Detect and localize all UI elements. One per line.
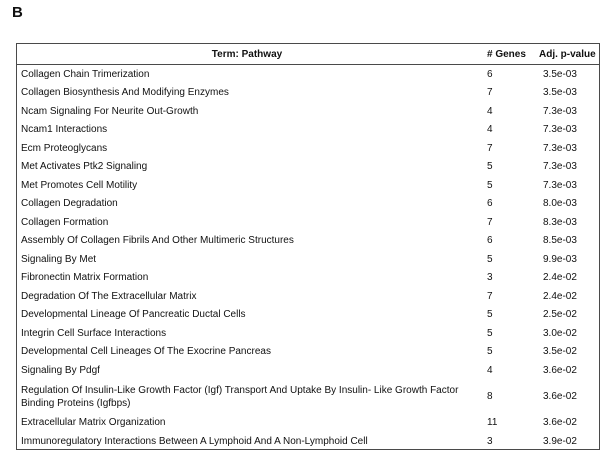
adj-p-value: 3.5e-02 bbox=[543, 346, 577, 358]
adj-p-value: 2.5e-02 bbox=[543, 309, 577, 321]
pathway-term: Assembly Of Collagen Fibrils And Other Multimeric Structures bbox=[21, 235, 294, 247]
table-row bbox=[17, 102, 599, 121]
table-row bbox=[17, 324, 599, 343]
pathway-term: Collagen Formation bbox=[21, 216, 109, 228]
pathway-term: Fibronectin Matrix Formation bbox=[21, 272, 149, 284]
table-row bbox=[17, 139, 599, 158]
adj-p-value: 8.0e-03 bbox=[543, 198, 577, 210]
adj-p-value: 3.5e-03 bbox=[543, 87, 577, 99]
adj-p-value: 9.9e-03 bbox=[543, 253, 577, 265]
pathway-term: Developmental Lineage Of Pancreatic Ductal Cells bbox=[21, 309, 246, 321]
pathway-term: Signaling By Pdgf bbox=[21, 364, 100, 376]
pathway-term: Ncam1 Interactions bbox=[21, 124, 108, 136]
pathway-term: Collagen Chain Trimerization bbox=[21, 68, 150, 80]
adj-p-value: 7.3e-03 bbox=[543, 124, 577, 136]
pathway-term: Met Activates Ptk2 Signaling bbox=[21, 161, 148, 173]
table-row bbox=[17, 432, 599, 451]
table-row bbox=[17, 84, 599, 103]
gene-count: 5 bbox=[487, 161, 493, 173]
table-row bbox=[17, 380, 599, 414]
gene-count: 4 bbox=[487, 364, 493, 376]
gene-count: 7 bbox=[487, 142, 493, 154]
gene-count: 6 bbox=[487, 235, 493, 247]
pathway-term: Extracellular Matrix Organization bbox=[21, 417, 166, 429]
adj-p-value: 3.6e-02 bbox=[543, 417, 577, 429]
pathway-term: Developmental Cell Lineages Of The Exocrine Pancreas bbox=[21, 346, 271, 358]
adj-p-value: 2.4e-02 bbox=[543, 290, 577, 302]
adj-p-value: 3.9e-02 bbox=[543, 435, 577, 447]
header-term: Term: Pathway bbox=[211, 49, 283, 60]
adj-p-value: 3.0e-02 bbox=[543, 327, 577, 339]
pathway-term: Ecm Proteoglycans bbox=[21, 142, 108, 154]
gene-count: 4 bbox=[487, 105, 493, 117]
pathway-term: Degradation Of The Extracellular Matrix bbox=[21, 290, 197, 302]
pathway-term: Collagen Biosynthesis And Modifying Enzymes bbox=[21, 87, 229, 99]
gene-count: 8 bbox=[487, 391, 493, 402]
gene-count: 3 bbox=[487, 435, 493, 447]
panel-label: B bbox=[12, 4, 23, 21]
pathway-term: Ncam Signaling For Neurite Out-Growth bbox=[21, 105, 199, 117]
gene-count: 5 bbox=[487, 253, 493, 265]
table-row bbox=[17, 232, 599, 251]
table-row bbox=[17, 361, 599, 380]
pathway-table bbox=[16, 43, 600, 450]
table-row bbox=[17, 158, 599, 177]
pathway-term: Integrin Cell Surface Interactions bbox=[21, 327, 167, 339]
pathway-term: Signaling By Met bbox=[21, 253, 97, 265]
gene-count: 5 bbox=[487, 179, 493, 191]
adj-p-value: 3.5e-03 bbox=[543, 68, 577, 80]
table-row bbox=[17, 65, 599, 84]
adj-p-value: 2.4e-02 bbox=[543, 272, 577, 284]
table-row bbox=[17, 269, 599, 288]
table-row bbox=[17, 343, 599, 362]
table-row bbox=[17, 306, 599, 325]
table-row bbox=[17, 195, 599, 214]
adj-p-value: 7.3e-03 bbox=[543, 142, 577, 154]
table-row bbox=[17, 121, 599, 140]
table-row bbox=[17, 414, 599, 433]
adj-p-value: 8.3e-03 bbox=[543, 216, 577, 228]
gene-count: 6 bbox=[487, 68, 493, 80]
pathway-term: Immunoregulatory Interactions Between A Lymphoid And A Non-Lymphoid Cell bbox=[21, 435, 368, 447]
gene-count: 5 bbox=[487, 309, 493, 321]
adj-p-value: 7.3e-03 bbox=[543, 161, 577, 173]
gene-count: 5 bbox=[487, 346, 493, 358]
adj-p-value: 7.3e-03 bbox=[543, 179, 577, 191]
adj-p-value: 3.6e-02 bbox=[543, 364, 577, 376]
header-genes: # Genes bbox=[487, 49, 526, 60]
gene-count: 3 bbox=[487, 272, 493, 284]
gene-count: 5 bbox=[487, 327, 493, 339]
pathway-term: Met Promotes Cell Motility bbox=[21, 179, 138, 191]
pathway-term: Regulation Of Insulin-Like Growth Factor (Igf) Transport And Uptake By Insulin- Like Growth Factor Binding Proteins (Igfbps) bbox=[21, 384, 459, 409]
gene-count: 7 bbox=[487, 87, 493, 99]
table-row bbox=[17, 213, 599, 232]
table-row bbox=[17, 250, 599, 269]
table-row bbox=[17, 287, 599, 306]
adj-p-value: 7.3e-03 bbox=[543, 105, 577, 117]
gene-count: 6 bbox=[487, 198, 493, 210]
adj-p-value: 8.5e-03 bbox=[543, 235, 577, 247]
pathway-term: Collagen Degradation bbox=[21, 198, 118, 210]
gene-count: 7 bbox=[487, 216, 493, 228]
table-body bbox=[17, 65, 599, 451]
gene-count: 11 bbox=[487, 417, 498, 429]
adj-p-value: 3.6e-02 bbox=[543, 391, 577, 402]
gene-count: 4 bbox=[487, 124, 493, 136]
gene-count: 7 bbox=[487, 290, 493, 302]
table-row bbox=[17, 176, 599, 195]
header-pvalue: Adj. p-value bbox=[539, 49, 596, 60]
